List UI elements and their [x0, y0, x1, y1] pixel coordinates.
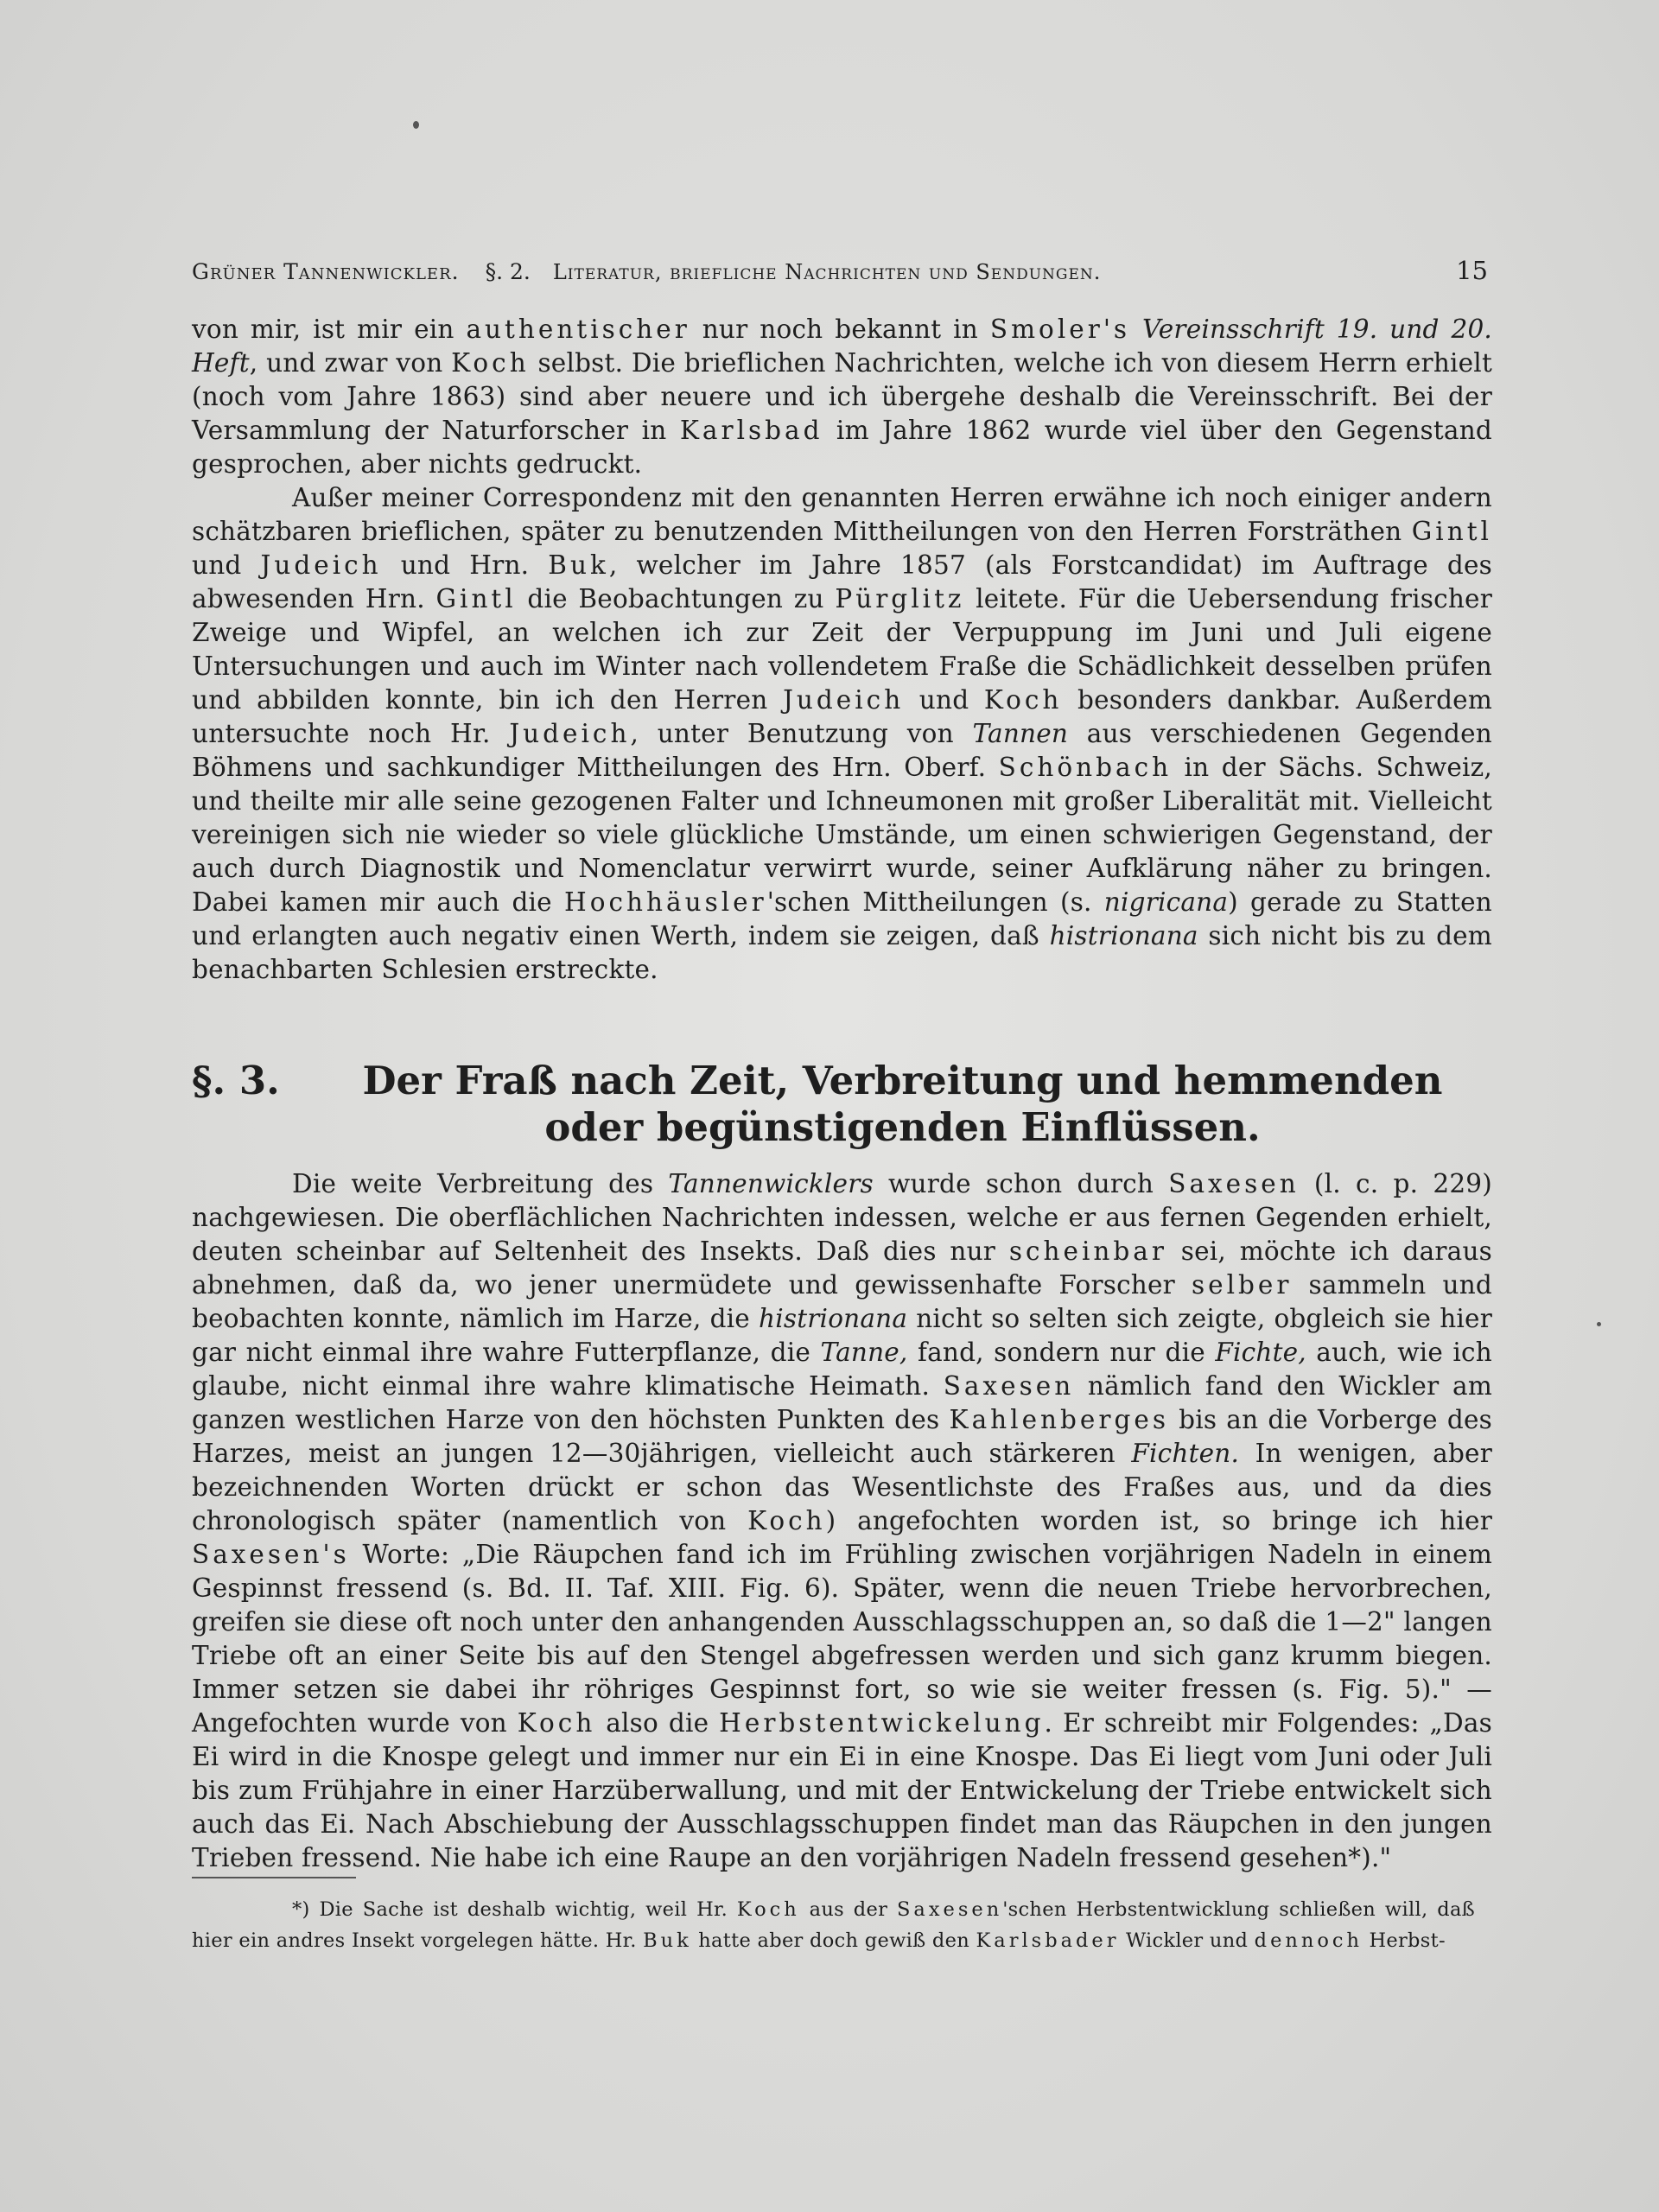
footnote: *) Die Sache ist deshalb wichtig, weil Hr. Koch aus der Saxesen'schen Herbstentwicklung schließen will, daß hier ein andres Insekt vorgelegen hätte. Hr. Buk hatte aber doch gewiß den Karlsbader Wickler und dennoch Herbst-	[192, 1898, 1475, 1952]
section-3-number: §. 3.	[192, 1058, 280, 1103]
section-3-heading	[192, 1058, 1492, 1151]
paragraph-correspondence: Außer meiner Correspondenz mit den genannten Herren erwähne ich noch einiger andern schätzbaren brieflichen, später zu benutzenden Mittheilungen von den Herren Forsträthen Gintl und Judeich und Hrn. Buk, welcher im Jahre 1857 (als Forstcandidat) im Auftrage des abwesenden Hrn. Gintl die Beobachtungen zu Pürglitz leitete. Für die Uebersendung frischer Zweige und Wipfel, an welchen ich zur Zeit der Verpuppung im Juni und Juli eigene Untersuchungen und auch im Winter nach vollendetem Fraße die Schädlichkeit desselben prüfen und abbilden konnte, bin ich den Herren Judeich und Koch besonders dankbar. Außerdem untersuchte noch Hr. Judeich, unter Benutzung von Tannen aus verschiedenen Gegenden Böhmens und sachkundiger Mittheilungen des Hrn. Oberf. Schönbach in der Sächs. Schweiz, und theilte mir alle seine gezogenen Falter und Ichneumonen mit großer Liberalität mit. Vielleicht vereinigen sich nie wieder so viele glückliche Umstände, um einen schwierigen Gegenstand, der auch durch Diagnostik und Nomenclatur verwirrt wurde, seiner Aufklärung näher zu bringen. Dabei kamen mir auch die Hochhäusler'schen Mittheilungen (s. nigricana) gerade zu Statten und erlangten auch negativ einen Werth, indem sie zeigen, daß histrionana sich nicht bis zu dem benachbarten Schlesien erstreckte.	[192, 483, 1493, 984]
section-2-text	[192, 313, 1492, 987]
footnote-separator	[192, 1877, 356, 1878]
section-3-title: Der Fraß nach Zeit, Verbreitung und hemmenden oder begünstigenden Einflüssen.	[362, 1058, 1443, 1150]
running-subtitle: Literatur, briefliche Nachrichten und Sendungen.	[552, 260, 1102, 284]
section-3-text	[192, 1167, 1492, 1875]
running-header	[192, 256, 1488, 285]
ink-speck	[1597, 1322, 1601, 1326]
paragraph-distribution: Die weite Verbreitung des Tannenwicklers wurde schon durch Saxesen (l. c. p. 229) nachgewiesen. Die oberflächlichen Nachrichten indessen, welche er aus fernen Gegenden erhielt, deuten scheinbar auf Seltenheit des Insekts. Daß dies nur scheinbar sei, möchte ich daraus abnehmen, daß da, wo jener unermüdete und gewissenhafte Forscher selber sammeln und beobachten konnte, nämlich im Harze, die histrionana nicht so selten sich zeigte, obgleich sie hier gar nicht einmal ihre wahre Futterpflanze, die Tanne, fand, sondern nur die Fichte, auch, wie ich glaube, nicht einmal ihre wahre klimatische Heimath. Saxesen nämlich fand den Wickler am ganzen westlichen Harze von den höchsten Punkten des Kahlenberges bis an die Vorberge des Harzes, meist an jungen 12—30jährigen, vielleicht auch stärkeren Fichten. In wenigen, aber bezeichnenden Worten drückt er schon das Wesentlichste des Fraßes aus, und da dies chronologisch später (namentlich von Koch) angefochten worden ist, so bringe ich hier Saxesen's Worte: „Die Räupchen fand ich im Frühling zwischen vorjährigen Nadeln in einem Gespinnst fressend (s. Bd. II. Taf. XIII. Fig. 6). Später, wenn die neuen Triebe hervorbrechen, greifen sie diese oft noch unter den anhangenden Ausschlagsschuppen an, so daß die 1—2" langen Triebe oft an einer Seite bis auf den Stengel abgefressen werden und sich ganz krumm biegen. Immer setzen sie dabei ihr röhriges Gespinnst fort, so wie sie weiter fressen (s. Fig. 5)." — Angefochten wurde von Koch also die Herbstentwickelung. Er schreibt mir Folgendes: „Das Ei wird in die Knospe gelegt und immer nur ein Ei in eine Knospe. Das Ei liegt vom Juni oder Juli bis zum Frühjahre in einer Harzüberwallung, und mit der Entwickelung der Triebe entwickelt sich auch das Ei. Nach Abschiebung der Ausschlagsschuppen findet man das Räupchen in den jungen Trieben fressend. Nie habe ich eine Raupe an den vorjährigen Nadeln fressend gesehen*)."	[192, 1169, 1493, 1872]
header-section-number: §. 2.	[485, 259, 531, 284]
paragraph-authentic: von mir, ist mir ein authentischer nur noch bekannt in Smoler's Vereinsschrift 19. und 20. Heft, und zwar von Koch selbst. Die brieflichen Nachrichten, welche ich von diesem Herrn erhielt (noch vom Jahre 1863) sind aber neuere und ich übergehe deshalb die Vereinsschrift. Bei der Versammlung der Naturforscher in Karlsbad im Jahre 1862 wurde viel über den Gegenstand gesprochen, aber nichts gedruckt.	[192, 315, 1493, 479]
page-number: 15	[1456, 256, 1488, 285]
ink-speck	[413, 121, 419, 129]
running-title: Grüner Tannenwickler.	[192, 259, 460, 284]
